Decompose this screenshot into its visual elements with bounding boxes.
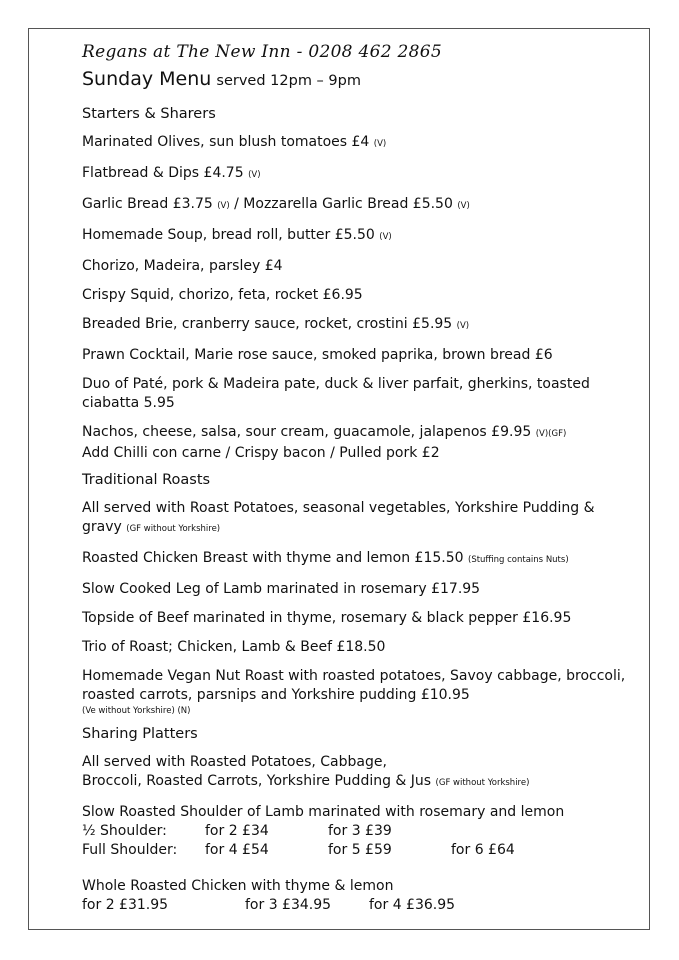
item-note: (V)(GF) [535, 429, 567, 439]
menu-item-trio-roast: Trio of Roast; Chicken, Lamb & Beef £18.50 [82, 639, 386, 655]
menu-serving-times: served 12pm – 9pm [216, 73, 361, 89]
item-text: Flatbread & Dips £4.75 [82, 165, 244, 181]
menu-item-roast-lamb: Slow Cooked Leg of Lamb marinated in rosemary £17.95 [82, 581, 481, 597]
item-text: Marinated Olives, sun blush tomatoes £4 [82, 134, 370, 150]
menu-item-vegan-note: (Ve without Yorkshire) (N) [82, 706, 191, 716]
item-note: (V) [248, 170, 261, 180]
portion-price: for 4 £54 [205, 842, 269, 858]
portion-price: for 6 £64 [451, 842, 515, 858]
item-text: Nachos, cheese, salsa, sour cream, guacamole, jalapenos £9.95 [82, 424, 532, 440]
menu-item-flatbread [82, 164, 632, 185]
item-text: Homemade Soup, bread roll, butter £5.50 [82, 227, 375, 243]
item-note: (V) [457, 201, 470, 211]
portion-price: for 2 £34 [205, 823, 269, 839]
portion-label: ½ Shoulder: [82, 823, 167, 839]
item-note: (V) [379, 232, 392, 242]
platters-intro-line1: All served with Roasted Potatoes, Cabbage, [82, 754, 387, 770]
menu-item-brie [82, 315, 632, 336]
portion-price: for 2 £31.95 [82, 897, 169, 913]
portion-price: for 3 £39 [328, 823, 392, 839]
menu-item-soup [82, 226, 632, 247]
item-note: (V) [456, 321, 470, 331]
price-row-whole-chicken [82, 896, 632, 915]
item-note: (GF without Yorkshire) [435, 778, 530, 788]
item-text: Garlic Bread £3.75 [82, 196, 213, 212]
item-text: Broccoli, Roasted Carrots, Yorkshire Pudding & Jus [82, 773, 432, 789]
menu-item-lamb-shoulder: Slow Roasted Shoulder of Lamb marinated with rosemary and lemon [82, 804, 565, 820]
menu-item-olives [82, 133, 632, 154]
item-note: (GF without Yorkshire) [126, 524, 221, 534]
item-text: Breaded Brie, cranberry sauce, rocket, crostini £5.95 [82, 316, 453, 332]
venue-header: Regans at The New Inn - 0208 462 2865 [82, 42, 443, 62]
section-heading-platters: Sharing Platters [82, 726, 198, 742]
price-row-full-shoulder [82, 841, 632, 860]
platters-intro-line2 [82, 772, 632, 793]
item-text: / Mozzarella Garlic Bread £5.50 [234, 196, 453, 212]
item-text: All served with Roast Potatoes, seasonal vegetables, Yorkshire Pudding & gravy [82, 500, 595, 535]
menu-item-squid: Crispy Squid, chorizo, feta, rocket £6.95 [82, 287, 363, 303]
menu-content [82, 40, 632, 915]
portion-price: for 3 £34.95 [245, 897, 332, 913]
menu-item-nachos [82, 423, 632, 444]
portion-price: for 4 £36.95 [369, 897, 456, 913]
roasts-intro [82, 499, 632, 539]
item-note: (Stuffing contains Nuts) [468, 555, 569, 565]
menu-title [82, 65, 632, 95]
item-text: Roasted Chicken Breast with thyme and lemon £15.50 [82, 550, 464, 566]
menu-item-pate: Duo of Paté, pork & Madeira pate, duck & liver parfait, gherkins, toasted ciabatta 5.95 [82, 376, 590, 411]
menu-item-garlic-bread [82, 195, 632, 216]
section-heading-roasts: Traditional Roasts [82, 472, 211, 488]
menu-item-nachos-addon: Add Chilli con carne / Crispy bacon / Pulled pork £2 [82, 445, 440, 461]
menu-item-prawn-cocktail: Prawn Cocktail, Marie rose sauce, smoked paprika, brown bread £6 [82, 347, 553, 363]
price-row-half-shoulder [82, 822, 632, 841]
menu-item-chorizo: Chorizo, Madeira, parsley £4 [82, 258, 283, 274]
item-note: (V) [373, 139, 387, 149]
menu-item-roast-chicken [82, 549, 632, 570]
menu-item-vegan-nut-roast: Homemade Vegan Nut Roast with roasted potatoes, Savoy cabbage, broccoli, roasted carrots, parsnips and Yorkshire pudding £10.95 [82, 668, 626, 703]
section-heading-starters: Starters & Sharers [82, 106, 216, 122]
portion-label: Full Shoulder: [82, 842, 178, 858]
menu-item-roast-beef: Topside of Beef marinated in thyme, rosemary & black pepper £16.95 [82, 610, 572, 626]
menu-item-whole-chicken: Whole Roasted Chicken with thyme & lemon [82, 878, 394, 894]
item-note: (V) [217, 201, 230, 211]
portion-price: for 5 £59 [328, 842, 392, 858]
menu-title-main: Sunday Menu [82, 68, 212, 90]
